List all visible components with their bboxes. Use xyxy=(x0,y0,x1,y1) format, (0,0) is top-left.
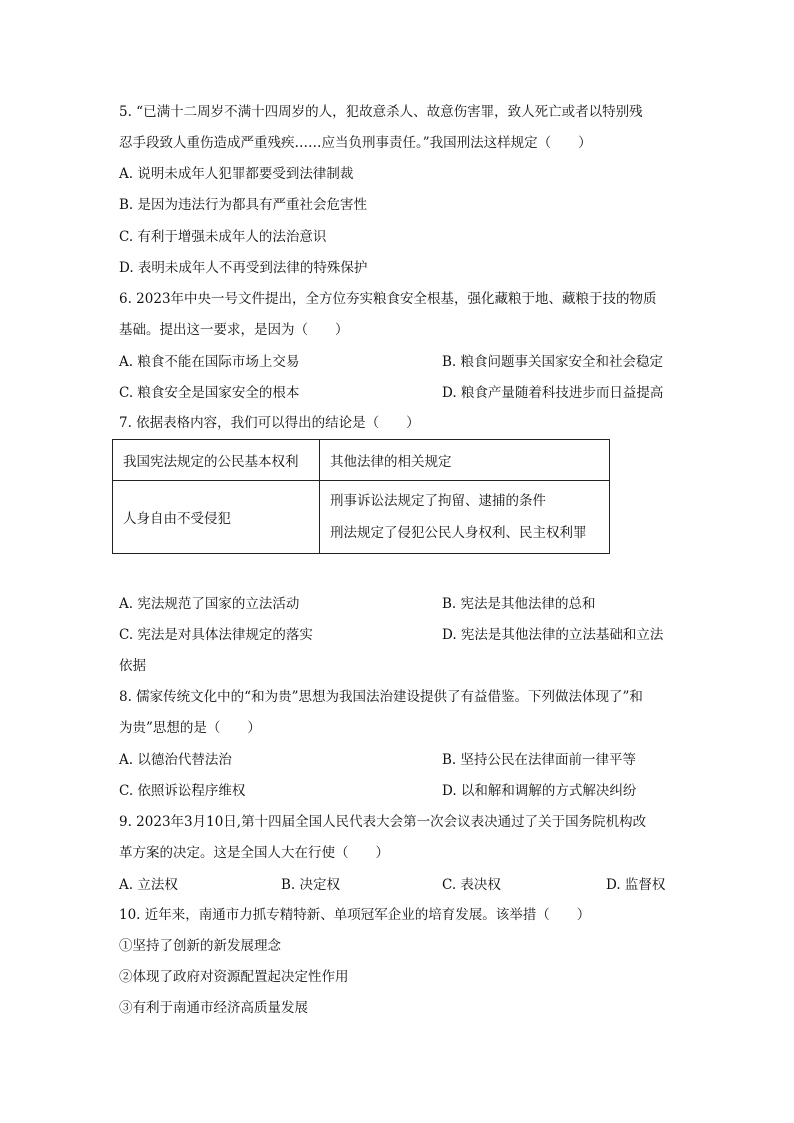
q8-option-a: A. 以德治代替法治 xyxy=(119,752,232,768)
q7-option-c: C. 宪法是对具体法律规定的落实 xyxy=(119,627,313,643)
q10-item-1: ①坚持了创新的新发展理念 xyxy=(119,938,281,954)
q6-option-c: C. 粮食安全是国家安全的根本 xyxy=(119,385,300,401)
q7-option-b: B. 宪法是其他法律的总和 xyxy=(442,596,596,612)
q6-stem-line1: 6. 2023年中央一号文件提出，全方位夯实粮食安全根基，强化藏粮于地、藏粮于技的物质 xyxy=(119,291,657,307)
q5-stem-line1: 5. “已满十二周岁不满十四周岁的人，犯故意杀人、故意伤害罪，致人死亡或者以特别残 xyxy=(119,104,643,120)
q9-option-d: D. 监督权 xyxy=(606,877,666,893)
q10-stem: 10. 近年来，南通市力抓专精特新、单项冠军企业的培育发展。该举措（ ） xyxy=(119,907,591,923)
q8-option-d: D. 以和解和调解的方式解决纠纷 xyxy=(442,783,637,799)
q7-stem: 7. 依据表格内容，我们可以得出的结论是（ ） xyxy=(119,415,420,431)
q6-stem-line2: 基础。提出这一要求，是因为（ ） xyxy=(119,322,349,338)
q7-table-cell-right-line2: 刑法规定了侵犯公民人身权利、民主权利罪 xyxy=(330,525,587,541)
q7-table-cell-left: 人身自由不受侵犯 xyxy=(113,481,320,554)
q9-stem-line1: 9. 2023年3月10日,第十四届全国人民代表大会第一次会议表决通过了关于国务院机构改 xyxy=(119,814,647,830)
q5-option-d: D. 表明未成年人不再受到法律的特殊保护 xyxy=(119,260,368,276)
q6-option-b: B. 粮食问题事关国家安全和社会稳定 xyxy=(442,354,664,370)
q8-stem-line1: 8. 儒家传统文化中的“和为贵”思想为我国法治建设提供了有益借鉴。下列做法体现了”和 xyxy=(119,689,643,705)
q10-item-2: ②体现了政府对资源配置起决定性作用 xyxy=(119,969,349,985)
q9-option-c: C. 表决权 xyxy=(442,877,501,893)
q7-table-cell-right-line1: 刑事诉讼法规定了拘留、逮捕的条件 xyxy=(330,493,546,509)
q5-option-b: B. 是因为违法行为都具有严重社会危害性 xyxy=(119,197,368,213)
q7-option-a: A. 宪法规范了国家的立法活动 xyxy=(119,596,300,612)
q6-option-d: D. 粮食产量随着科技进步而日益提高 xyxy=(442,385,664,401)
q7-table-header-left: 我国宪法规定的公民基本权利 xyxy=(113,440,320,481)
q10-item-3: ③有利于南通市经济高质量发展 xyxy=(119,1000,308,1016)
q9-option-a: A. 立法权 xyxy=(119,877,178,893)
q5-option-a: A. 说明未成年人犯罪都要受到法律制裁 xyxy=(119,166,354,182)
q8-option-b: B. 坚持公民在法律面前一律平等 xyxy=(442,752,637,768)
q5-option-c: C. 有利于增强未成年人的法治意识 xyxy=(119,229,327,245)
q8-option-c: C. 依照诉讼程序维权 xyxy=(119,783,246,799)
q7-option-d: D. 宪法是其他法律的立法基础和立法 xyxy=(442,627,664,643)
q9-option-b: B. 决定权 xyxy=(281,877,341,893)
q5-stem-line2: 忍手段致人重伤造成严重残疾……应当负刑事责任。”我国刑法这样规定（ ） xyxy=(119,135,592,151)
q6-option-a: A. 粮食不能在国际市场上交易 xyxy=(119,354,300,370)
q7-table-header-right: 其他法律的相关规定 xyxy=(320,440,610,481)
q8-stem-line2: 为贵”思想的是（ ） xyxy=(119,720,261,736)
q7-table-cell-right xyxy=(320,481,610,554)
q9-stem-line2: 革方案的决定。这是全国人大在行使（ ） xyxy=(119,845,389,861)
q7-table xyxy=(112,439,610,554)
q7-option-d-continuation: 依据 xyxy=(119,658,146,674)
